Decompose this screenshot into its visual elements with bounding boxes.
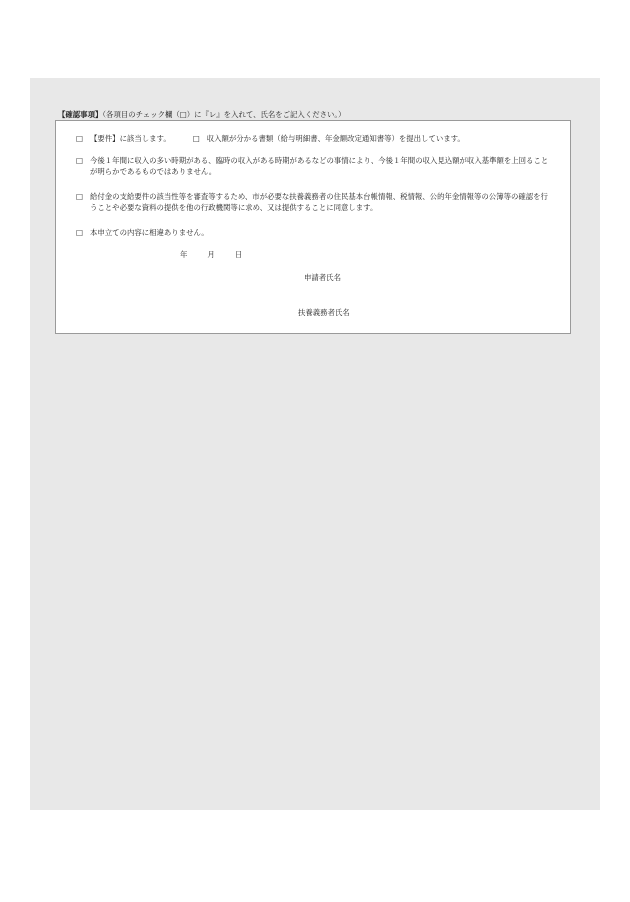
guardian-name-label: 扶養義務者氏名 xyxy=(298,308,350,317)
section-instruction: （各項目のチェック欄（□）に『レ』を入れて、氏名をご記入ください。） xyxy=(102,110,346,119)
checkbox-declaration[interactable]: □ xyxy=(76,228,83,237)
confirmation-box xyxy=(55,120,571,334)
date-year-label: 年 xyxy=(180,250,188,259)
checkbox-consent[interactable]: □ xyxy=(76,192,83,201)
item-text-declaration: 本申立ての内容に相違ありません。 xyxy=(90,228,209,237)
date-day-label: 日 xyxy=(234,250,243,259)
item-text-documents: 収入額が分かる書類（給与明細書、年金額改定通知書等）を提出しています。 xyxy=(206,134,465,143)
date-month-label: 月 xyxy=(207,250,215,259)
date-field[interactable] xyxy=(180,249,262,260)
item-text-income-outlook: 今後１年間に収入の多い時期がある、臨時の収入がある時期があるなどの事情により、今後１年間の収入見込額が収入基準額を上回ることが明らかであるものではありません。 xyxy=(90,156,549,176)
confirmation-heading xyxy=(58,109,345,120)
section-title: 【確認事項】 xyxy=(58,110,103,119)
checklist-item-requirements xyxy=(76,133,465,144)
checkbox-documents[interactable]: □ xyxy=(192,134,200,143)
item-text-requirements: 【要件】に該当します。 xyxy=(90,134,171,143)
checklist-item-consent xyxy=(76,191,550,213)
checkbox-requirements[interactable]: □ xyxy=(76,134,83,143)
checklist-item-declaration xyxy=(76,227,550,238)
document-sheet xyxy=(30,78,600,810)
applicant-name-label: 申請者氏名 xyxy=(304,273,341,282)
checkbox-income-outlook[interactable]: □ xyxy=(76,156,83,165)
checklist-item-income-outlook xyxy=(76,155,550,177)
item-text-consent: 給付金の支給要件の該当性等を審査等するため、市が必要な扶養義務者の住民基本台帳情報、税情報、公的年金情報等の公簿等の確認を行うことや必要な資料の提供を他の行政機関等に求め、又は提供することに同意します。 xyxy=(90,192,548,212)
